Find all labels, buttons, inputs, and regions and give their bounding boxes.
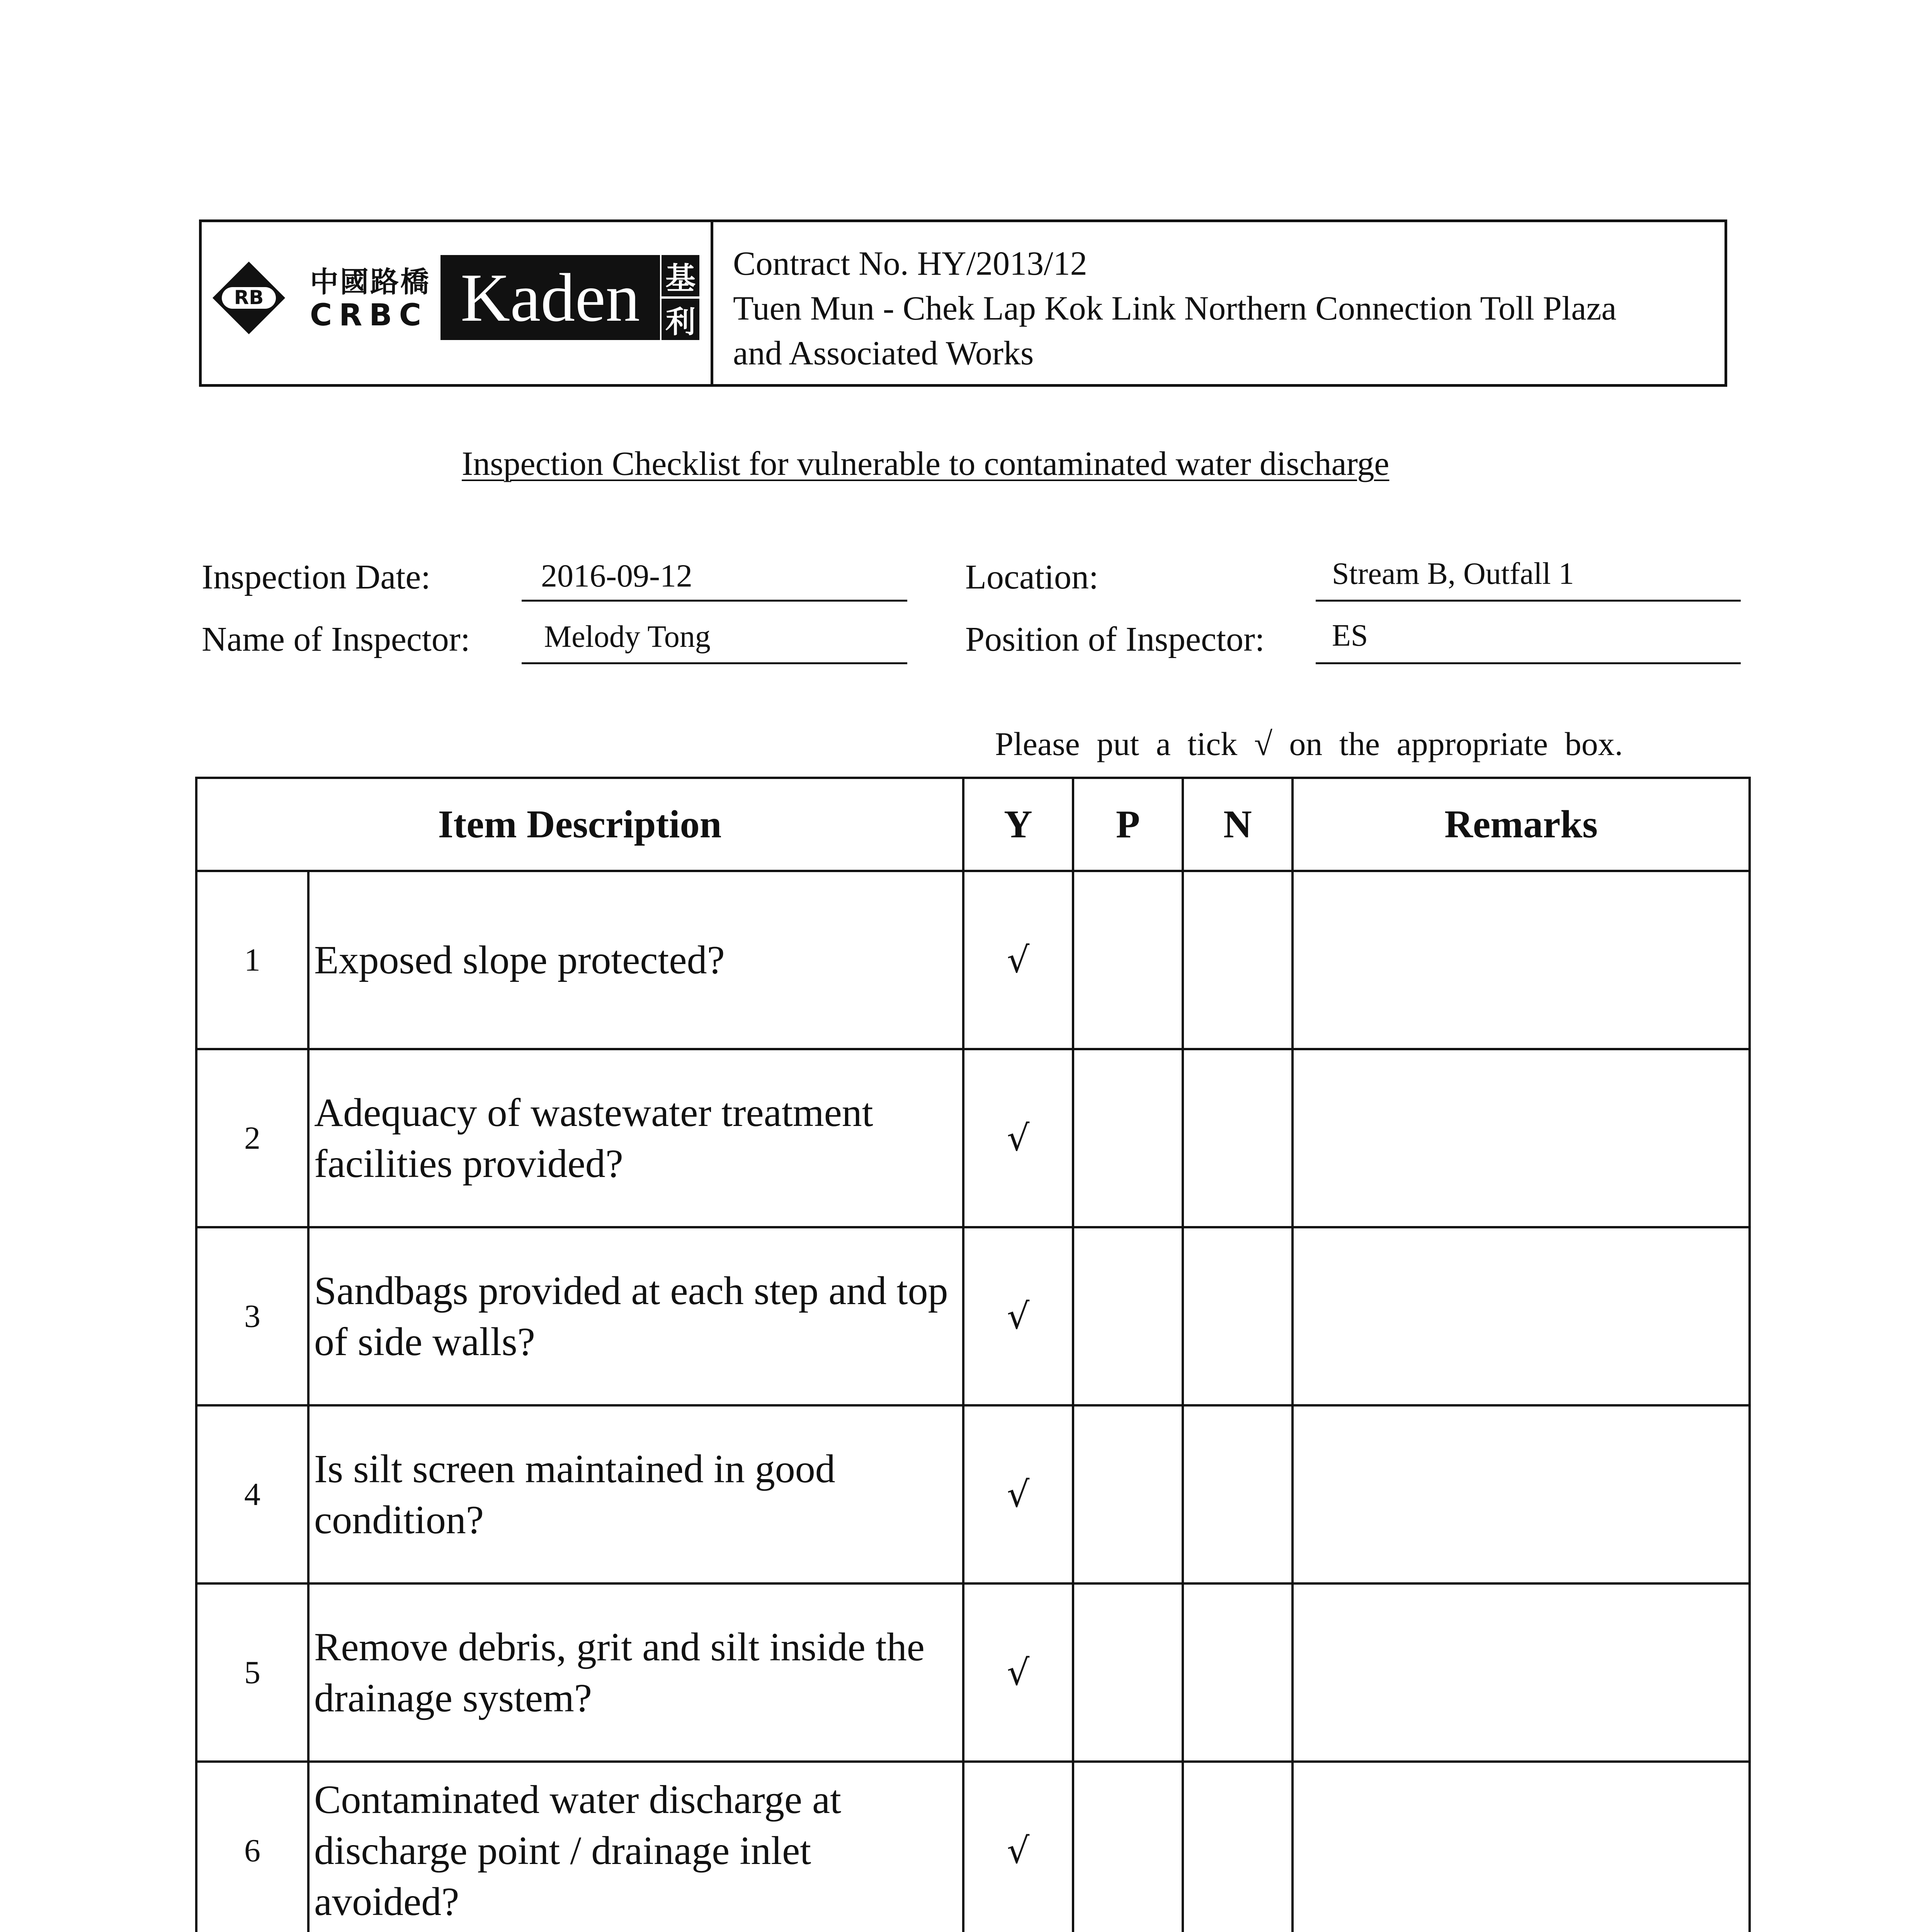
no-checkbox[interactable] — [1183, 1583, 1293, 1762]
inspector-position-underline — [1316, 662, 1741, 664]
yes-checkbox[interactable]: √ — [963, 1049, 1073, 1227]
location-underline — [1316, 600, 1741, 602]
jili-char-1: 基 — [662, 255, 699, 296]
project-title-line1: Tuen Mun - Chek Lap Kok Link Northern Connection Toll Plaza — [733, 290, 1617, 327]
header-box — [199, 219, 1727, 387]
yes-checkbox[interactable]: √ — [963, 1583, 1073, 1762]
no-checkbox[interactable] — [1183, 1227, 1293, 1405]
rb-mark-text: RB — [234, 286, 264, 309]
no-checkbox[interactable] — [1183, 1049, 1293, 1227]
contract-info — [733, 242, 1616, 376]
remarks-cell[interactable] — [1293, 1227, 1750, 1405]
partial-checkbox[interactable] — [1073, 1583, 1183, 1762]
table-row — [196, 1583, 1750, 1762]
remarks-cell[interactable] — [1293, 1049, 1750, 1227]
item-number: 2 — [196, 1049, 308, 1227]
item-description: Remove debris, grit and silt inside the drainage system? — [308, 1583, 963, 1762]
no-checkbox[interactable] — [1183, 871, 1293, 1049]
header-item-description: Item Description — [196, 778, 963, 871]
project-title-line2: and Associated Works — [733, 335, 1034, 372]
partial-checkbox[interactable] — [1073, 1405, 1183, 1583]
jili-logo — [662, 255, 699, 340]
yes-checkbox[interactable]: √ — [963, 1227, 1073, 1405]
inspection-checklist-table — [195, 777, 1751, 1932]
remarks-cell[interactable] — [1293, 1583, 1750, 1762]
inspection-date-value: 2016-09-12 — [541, 558, 692, 594]
inspection-date-label: Inspection Date: — [202, 558, 431, 596]
no-checkbox[interactable] — [1183, 1405, 1293, 1583]
crbc-english-name: CRBC — [310, 298, 428, 333]
inspector-name-label: Name of Inspector: — [202, 620, 470, 658]
item-description: Is silt screen maintained in good condition? — [308, 1405, 963, 1583]
inspector-position-label: Position of Inspector: — [965, 620, 1265, 658]
item-description: Sandbags provided at each step and top of side walls? — [308, 1227, 963, 1405]
inspector-name-value: Melody Tong — [544, 620, 711, 654]
table-header-row — [196, 778, 1750, 871]
item-number: 4 — [196, 1405, 308, 1583]
table-row — [196, 1762, 1750, 1932]
partial-checkbox[interactable] — [1073, 1049, 1183, 1227]
item-number: 1 — [196, 871, 308, 1049]
location-label: Location: — [965, 558, 1099, 596]
header-p: P — [1073, 778, 1183, 871]
item-number: 6 — [196, 1762, 308, 1932]
item-description: Contaminated water discharge at discharge point / drainage inlet avoided? — [308, 1762, 963, 1932]
item-description: Adequacy of wastewater treatment facilities provided? — [308, 1049, 963, 1227]
location-value: Stream B, Outfall 1 — [1332, 557, 1574, 591]
table-row — [196, 1049, 1750, 1227]
inspection-date-underline — [522, 600, 907, 602]
kaden-logo: Kaden — [440, 255, 660, 340]
inspector-name-underline — [522, 662, 907, 664]
contract-number: Contract No. HY/2013/12 — [733, 245, 1087, 282]
remarks-cell[interactable] — [1293, 1762, 1750, 1932]
page-title: Inspection Checklist for vulnerable to contaminated water discharge — [462, 445, 1389, 483]
yes-checkbox[interactable]: √ — [963, 871, 1073, 1049]
header-y: Y — [963, 778, 1073, 871]
partial-checkbox[interactable] — [1073, 871, 1183, 1049]
item-number: 5 — [196, 1583, 308, 1762]
tick-instruction: Please put a tick √ on the appropriate box. — [995, 725, 1623, 762]
crbc-chinese-name: 中國路橋 — [310, 265, 430, 299]
yes-checkbox[interactable]: √ — [963, 1405, 1073, 1583]
no-checkbox[interactable] — [1183, 1762, 1293, 1932]
table-row — [196, 871, 1750, 1049]
item-description: Exposed slope protected? — [308, 871, 963, 1049]
item-number: 3 — [196, 1227, 308, 1405]
header-n: N — [1183, 778, 1293, 871]
table-row — [196, 1227, 1750, 1405]
remarks-cell[interactable] — [1293, 1405, 1750, 1583]
yes-checkbox[interactable]: √ — [963, 1762, 1073, 1932]
header-divider — [711, 222, 713, 384]
remarks-cell[interactable] — [1293, 871, 1750, 1049]
partial-checkbox[interactable] — [1073, 1227, 1183, 1405]
jili-char-2: 利 — [662, 299, 699, 340]
rb-diamond-logo-icon — [210, 259, 287, 337]
partial-checkbox[interactable] — [1073, 1762, 1183, 1932]
table-row — [196, 1405, 1750, 1583]
header-remarks: Remarks — [1293, 778, 1750, 871]
inspector-position-value: ES — [1332, 619, 1368, 653]
company-logo — [202, 222, 711, 384]
